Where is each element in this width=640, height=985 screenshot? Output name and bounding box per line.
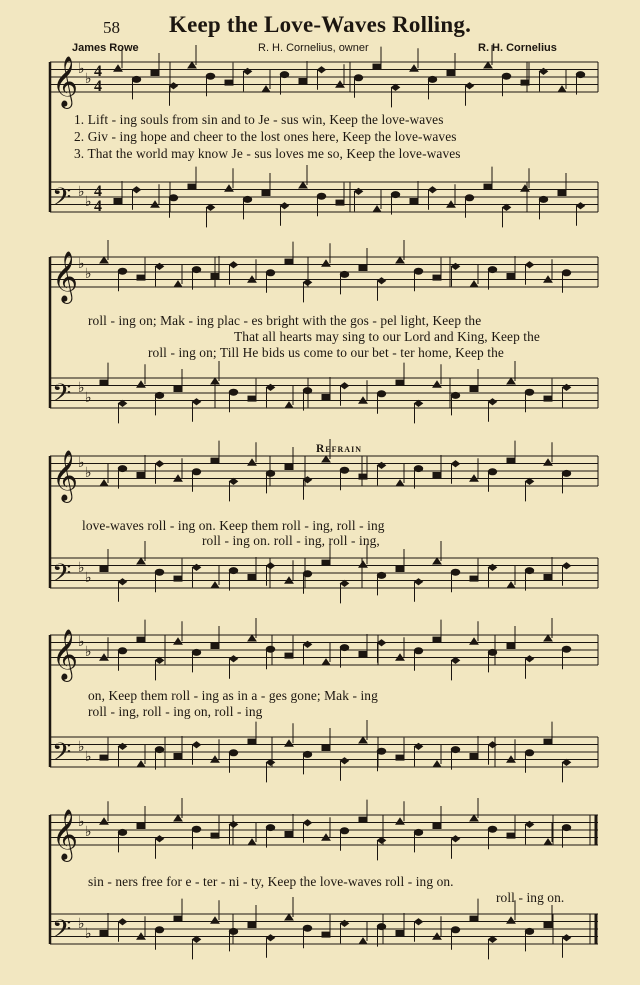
note-head <box>563 563 571 569</box>
note-head <box>137 761 145 767</box>
svg-text:♭: ♭ <box>85 390 92 406</box>
note-head <box>229 389 237 395</box>
note-head <box>470 916 478 921</box>
svg-text:𝄞: 𝄞 <box>52 809 79 860</box>
owner-credit: R. H. Cornelius, owner <box>258 42 369 54</box>
note-head <box>322 260 330 266</box>
note-head <box>267 935 275 941</box>
note-head <box>267 563 275 569</box>
svg-text:𝄞: 𝄞 <box>52 450 79 501</box>
note-head <box>378 640 386 646</box>
note-head <box>285 402 293 408</box>
note-head <box>392 84 400 90</box>
note-head <box>507 582 515 588</box>
note-head <box>470 387 478 392</box>
note-head <box>174 754 182 759</box>
note-head <box>211 833 219 838</box>
note-head <box>299 79 307 84</box>
note-head <box>377 572 385 578</box>
system-3-line-1: love-waves roll - ing on. Keep them roll - ing, roll - ing <box>82 518 385 533</box>
note-head <box>193 742 201 748</box>
note-head <box>229 928 237 934</box>
svg-text:𝄢: 𝄢 <box>52 915 72 950</box>
note-head <box>118 268 126 274</box>
note-head <box>156 836 164 842</box>
note-head <box>503 204 511 210</box>
note-head <box>525 389 533 395</box>
note-head <box>410 199 418 204</box>
note-head <box>133 187 141 193</box>
note-head <box>211 274 219 279</box>
note-head <box>488 649 496 655</box>
note-head <box>137 473 145 478</box>
note-head <box>188 184 196 189</box>
system-5-line-1: sin - ners free for e - ter - ni - ty, Keep the love-waves roll - ing on. <box>88 874 454 889</box>
svg-text:♭: ♭ <box>85 749 92 765</box>
note-head <box>317 193 325 199</box>
note-head <box>303 925 311 931</box>
note-head <box>230 262 238 268</box>
note-head <box>193 936 201 942</box>
note-head <box>340 828 348 834</box>
system-4-line-2: roll - ing, roll - ing on, roll - ing <box>88 704 263 719</box>
note-head <box>155 927 163 933</box>
svg-text:𝄢: 𝄢 <box>52 738 72 773</box>
note-head <box>451 927 459 933</box>
note-head <box>322 560 330 565</box>
note-head <box>285 914 293 920</box>
note-head <box>322 746 330 751</box>
lyricist-credit: James Rowe <box>72 42 139 54</box>
note-head <box>470 576 478 581</box>
note-head <box>132 76 140 82</box>
note-head <box>248 459 256 465</box>
note-head <box>452 461 460 467</box>
note-head <box>188 62 196 68</box>
note-head <box>207 204 215 210</box>
note-head <box>544 739 552 744</box>
note-head <box>303 571 311 577</box>
svg-text:𝄢: 𝄢 <box>52 559 72 594</box>
verse-1-line: 1. Lift - ing souls from sin and to Je - sus win, Keep the love-waves <box>74 112 444 127</box>
svg-text:♭: ♭ <box>78 739 85 755</box>
svg-text:𝄞: 𝄞 <box>52 251 79 302</box>
note-head <box>488 267 496 273</box>
note-head <box>174 387 182 392</box>
note-head <box>266 270 274 276</box>
note-head <box>562 646 570 652</box>
note-head <box>359 474 367 479</box>
note-head <box>373 206 381 212</box>
note-head <box>563 759 571 765</box>
note-head <box>336 200 344 205</box>
note-head <box>526 478 534 484</box>
note-head <box>521 80 529 85</box>
note-head <box>229 750 237 756</box>
note-head <box>465 195 473 201</box>
note-head <box>377 748 385 754</box>
note-head <box>544 575 552 580</box>
note-head <box>230 478 238 484</box>
note-head <box>414 268 422 274</box>
note-head <box>100 755 108 760</box>
note-head <box>169 195 177 201</box>
note-head <box>119 919 127 925</box>
note-head <box>466 83 474 89</box>
note-head <box>451 569 459 575</box>
note-head <box>170 83 178 89</box>
note-head <box>558 191 566 196</box>
note-head <box>155 392 163 398</box>
note-head <box>544 839 552 845</box>
note-head <box>341 383 349 389</box>
note-head <box>118 829 126 835</box>
svg-text:4: 4 <box>94 78 102 95</box>
note-head <box>211 917 219 923</box>
note-head <box>174 281 182 287</box>
note-head <box>452 657 460 663</box>
note-head <box>340 645 348 651</box>
note-head <box>318 67 326 73</box>
note-head <box>174 916 182 921</box>
note-head <box>521 185 529 191</box>
note-head <box>544 396 552 401</box>
note-head <box>502 73 510 79</box>
note-head <box>100 480 108 486</box>
refrain-label: Refrain <box>316 443 362 455</box>
note-head <box>243 196 251 202</box>
note-head <box>396 567 404 572</box>
note-head <box>433 824 441 829</box>
note-head <box>396 818 404 824</box>
note-head <box>192 469 200 475</box>
svg-text:♭: ♭ <box>78 916 85 932</box>
svg-text:♭: ♭ <box>85 644 92 660</box>
note-head <box>285 653 293 658</box>
svg-text:𝄞: 𝄞 <box>52 629 79 680</box>
note-head <box>192 267 200 273</box>
note-head <box>359 817 367 822</box>
note-head <box>470 638 478 644</box>
note-head <box>100 818 108 824</box>
note-head <box>119 400 127 406</box>
note-head <box>299 182 307 188</box>
svg-text:♭: ♭ <box>78 455 85 471</box>
note-head <box>119 579 127 585</box>
note-head <box>470 754 478 759</box>
note-head <box>137 275 145 280</box>
note-head <box>489 936 497 942</box>
svg-text:♭: ♭ <box>85 194 92 210</box>
note-head <box>539 196 547 202</box>
note-head <box>100 567 108 572</box>
note-head <box>507 644 515 649</box>
page-number: 58 <box>103 18 120 37</box>
note-head <box>562 270 570 276</box>
note-head <box>526 656 534 662</box>
note-head <box>225 80 233 85</box>
final-barline <box>590 815 596 944</box>
note-head <box>322 395 330 400</box>
note-head <box>155 569 163 575</box>
note-head <box>489 399 497 405</box>
note-head <box>525 750 533 756</box>
note-head <box>470 815 478 821</box>
note-head <box>429 187 437 193</box>
note-head <box>576 72 584 78</box>
note-head <box>396 257 404 263</box>
svg-text:♭: ♭ <box>85 465 92 481</box>
note-head <box>285 465 293 470</box>
note-head <box>100 257 108 263</box>
note-head <box>211 582 219 588</box>
svg-text:♭: ♭ <box>78 184 85 200</box>
note-head <box>378 837 386 843</box>
note-head <box>507 833 515 838</box>
note-head <box>433 558 441 564</box>
note-head <box>396 755 404 760</box>
svg-text:♭: ♭ <box>85 570 92 586</box>
note-head <box>433 275 441 280</box>
note-head <box>304 279 312 285</box>
note-head <box>451 747 459 753</box>
note-head <box>285 832 293 837</box>
note-head <box>451 392 459 398</box>
note-head <box>285 259 293 264</box>
note-head <box>304 820 312 826</box>
note-head <box>359 938 367 944</box>
note-head <box>340 467 348 473</box>
note-head <box>248 575 256 580</box>
note-head <box>359 737 367 743</box>
note-head <box>322 659 330 665</box>
note-head <box>211 644 219 649</box>
note-head <box>229 568 237 574</box>
note-head <box>525 568 533 574</box>
system-2-line-1: roll - ing on; Mak - ing plac - es bright with the gos - pel light, Keep the <box>88 313 482 328</box>
note-head <box>174 638 182 644</box>
note-head <box>391 192 399 198</box>
system-2-line-3: roll - ing on; Till He bids us come to our bet - ter home, Keep the <box>148 345 504 360</box>
verse-3-line: 3. That the world may know Je - sus loves me so, Keep the love-waves <box>74 146 461 161</box>
note-head <box>266 825 274 831</box>
note-head <box>192 826 200 832</box>
note-head <box>433 761 441 767</box>
note-head <box>100 380 108 385</box>
note-head <box>507 458 515 463</box>
note-head <box>507 274 515 279</box>
note-head <box>544 923 552 928</box>
note-head <box>558 86 566 92</box>
note-head <box>415 919 423 925</box>
note-head <box>151 71 159 76</box>
note-head <box>525 928 533 934</box>
system-2-line-2: That all hearts may sing to our Lord and King, Keep the <box>234 329 540 344</box>
note-head <box>248 396 256 401</box>
composer-credit: R. H. Cornelius <box>478 42 557 54</box>
note-head <box>378 278 386 284</box>
note-head <box>206 73 214 79</box>
note-head <box>354 75 362 81</box>
svg-text:𝄢: 𝄢 <box>52 379 72 414</box>
note-head <box>280 72 288 78</box>
note-head <box>100 931 108 936</box>
note-head <box>322 456 330 462</box>
note-head <box>562 470 570 476</box>
svg-text:♭: ♭ <box>85 71 92 87</box>
note-head <box>341 758 349 764</box>
note-head <box>266 646 274 652</box>
note-head <box>410 65 418 71</box>
note-head <box>281 203 289 209</box>
svg-text:♭: ♭ <box>78 560 85 576</box>
key-signatures <box>78 61 92 942</box>
note-head <box>285 740 293 746</box>
svg-text:♭: ♭ <box>85 926 92 942</box>
note-head <box>137 381 145 387</box>
note-head <box>248 839 256 845</box>
note-head <box>137 558 145 564</box>
note-head <box>507 917 515 923</box>
note-head <box>156 657 164 663</box>
svg-text:4: 4 <box>94 63 102 80</box>
note-head <box>340 271 348 277</box>
note-head <box>174 815 182 821</box>
note-head <box>359 266 367 271</box>
note-head <box>114 199 122 204</box>
note-head <box>544 635 552 641</box>
note-head <box>396 380 404 385</box>
note-head <box>266 470 274 476</box>
note-head <box>396 480 404 486</box>
note-head <box>428 76 436 82</box>
note-head <box>414 829 422 835</box>
note-head <box>211 458 219 463</box>
note-head <box>114 65 122 71</box>
svg-text:♭: ♭ <box>78 256 85 272</box>
note-head <box>484 62 492 68</box>
system-3-line-2: roll - ing on. roll - ing, roll - ing, <box>202 533 380 548</box>
note-head <box>484 184 492 189</box>
note-head <box>396 931 404 936</box>
note-head <box>156 461 164 467</box>
note-head <box>262 86 270 92</box>
note-head <box>137 637 145 642</box>
note-head <box>137 824 145 829</box>
note-head <box>155 747 163 753</box>
note-head <box>488 826 496 832</box>
note-head <box>470 281 478 287</box>
svg-text:4: 4 <box>94 183 102 200</box>
note-head <box>248 739 256 744</box>
bass-clef-icon: 𝄢 <box>52 183 72 218</box>
note-head <box>174 576 182 581</box>
treble-clef-icon: 𝄞 <box>52 56 79 107</box>
note-head <box>414 648 422 654</box>
note-head <box>433 637 441 642</box>
note-head <box>192 649 200 655</box>
hymn-title: Keep the Love-Waves Rolling. <box>168 12 472 37</box>
note-head <box>267 759 275 765</box>
note-head <box>211 378 219 384</box>
note-head <box>248 923 256 928</box>
note-head <box>303 388 311 394</box>
note-head <box>377 391 385 397</box>
svg-text:♭: ♭ <box>85 824 92 840</box>
svg-text:♭: ♭ <box>78 61 85 77</box>
system-4-line-1: on, Keep them roll - ing as in a - ges gone; Mak - ing <box>88 688 378 703</box>
svg-text:♭: ♭ <box>78 814 85 830</box>
system-5-line-2: roll - ing on. <box>496 890 565 905</box>
note-head <box>230 656 238 662</box>
note-head <box>225 185 233 191</box>
note-head <box>544 459 552 465</box>
note-head <box>377 924 385 930</box>
verse-2-line: 2. Giv - ing hope and cheer to the lost ones here, Keep the love-waves <box>74 129 457 144</box>
note-head <box>488 469 496 475</box>
note-head <box>563 935 571 941</box>
note-head <box>341 580 349 586</box>
note-head <box>526 262 534 268</box>
note-head <box>262 191 270 196</box>
note-head <box>303 751 311 757</box>
note-head <box>414 466 422 472</box>
note-head <box>118 648 126 654</box>
note-head <box>118 466 126 472</box>
note-head <box>433 473 441 478</box>
note-head <box>562 825 570 831</box>
note-head <box>577 203 585 209</box>
note-head <box>359 652 367 657</box>
note-head <box>415 400 423 406</box>
note-head <box>433 381 441 387</box>
note-head <box>373 64 381 69</box>
svg-text:4: 4 <box>94 198 102 215</box>
note-head <box>193 399 201 405</box>
note-head <box>322 932 330 937</box>
note-head <box>447 71 455 76</box>
svg-text:♭: ♭ <box>78 380 85 396</box>
note-head <box>248 635 256 641</box>
note-head <box>415 579 423 585</box>
note-head <box>452 836 460 842</box>
note-head <box>359 561 367 567</box>
svg-text:♭: ♭ <box>78 634 85 650</box>
svg-text:♭: ♭ <box>85 266 92 282</box>
note-head <box>507 378 515 384</box>
clefs <box>52 56 78 950</box>
